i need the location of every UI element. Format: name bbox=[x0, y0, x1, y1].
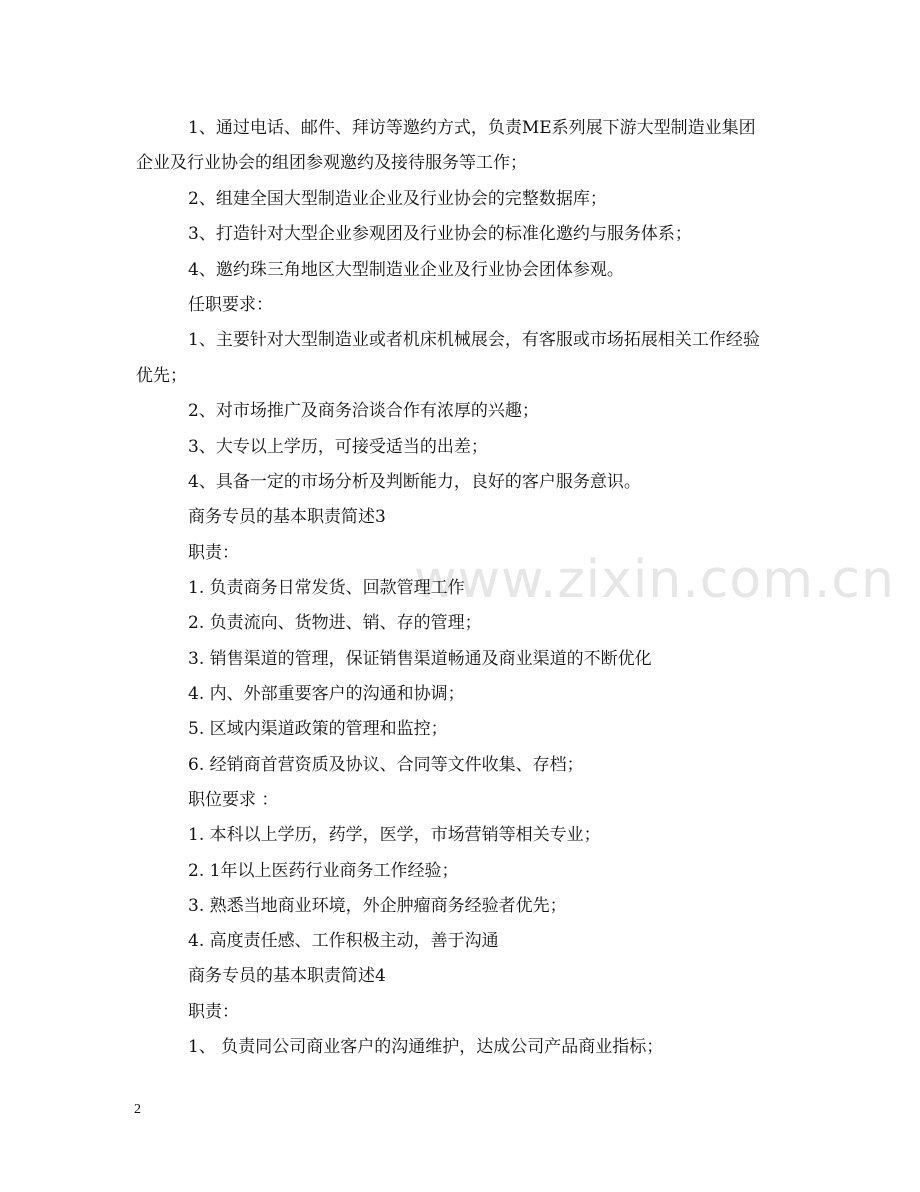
requirement-3: 3、大专以上学历，可接受适当的出差； bbox=[188, 437, 488, 457]
position-requirements-heading: 职位要求 ： bbox=[188, 790, 279, 810]
duty-4: 4、邀约珠三角地区大型制造业企业及行业协会团体参观。 bbox=[188, 260, 624, 280]
requirement-2: 2、对市场推广及商务洽谈合作有浓厚的兴趣； bbox=[188, 401, 539, 421]
duty-item-1: 1. 负责商务日常发货、回款管理工作 bbox=[188, 578, 465, 598]
section-heading-4: 商务专员的基本职责简述4 bbox=[188, 966, 386, 986]
duty-item-3: 3. 销售渠道的管理，保证销售渠道畅通及商业渠道的不断优化 bbox=[188, 649, 652, 669]
duty-item-6: 6. 经销商首营资质及协议、合同等文件收集、存档； bbox=[188, 755, 584, 775]
requirement-1-continued: 优先； bbox=[136, 366, 187, 386]
duty-item-5: 5. 区域内渠道政策的管理和监控； bbox=[188, 719, 448, 739]
duty-item-4-1: 1、 负责同公司商业客户的沟通维护，达成公司产品商业指标； bbox=[188, 1037, 664, 1057]
page-number: 2 bbox=[134, 1102, 141, 1117]
section-heading-3: 商务专员的基本职责简述3 bbox=[188, 507, 386, 527]
watermark: www.zixin.com.cn bbox=[414, 550, 895, 610]
duty-3: 3、打造针对大型企业参观团及行业协会的标准化邀约与服务体系； bbox=[188, 224, 692, 244]
position-requirement-3: 3. 熟悉当地商业环境，外企肿瘤商务经验者优先； bbox=[188, 896, 567, 916]
duty-2: 2、组建全国大型制造业企业及行业协会的完整数据库； bbox=[188, 189, 607, 209]
duty-1: 1、通过电话、邮件、拜访等邀约方式，负责ME系列展下游大型制造业集团 bbox=[188, 118, 756, 138]
requirement-1: 1、主要针对大型制造业或者机床机械展会，有客服或市场拓展相关工作经验 bbox=[188, 330, 760, 350]
requirement-4: 4、具备一定的市场分析及判断能力，良好的客户服务意识。 bbox=[188, 472, 641, 492]
duties-heading-4: 职责： bbox=[188, 1002, 239, 1022]
position-requirement-4: 4. 高度责任感、工作积极主动，善于沟通 bbox=[188, 931, 499, 951]
duty-1-continued: 企业及行业协会的组团参观邀约及接待服务等工作； bbox=[136, 153, 527, 173]
duty-item-2: 2. 负责流向、货物进、销、存的管理； bbox=[188, 613, 482, 633]
requirements-heading: 任职要求： bbox=[188, 295, 273, 315]
duty-item-4: 4. 内、外部重要客户的沟通和协调； bbox=[188, 684, 465, 704]
duties-heading: 职责： bbox=[188, 543, 239, 563]
position-requirement-1: 1. 本科以上学历，药学，医学，市场营销等相关专业； bbox=[188, 825, 601, 845]
position-requirement-2: 2. 1年以上医药行业商务工作经验； bbox=[188, 861, 459, 881]
